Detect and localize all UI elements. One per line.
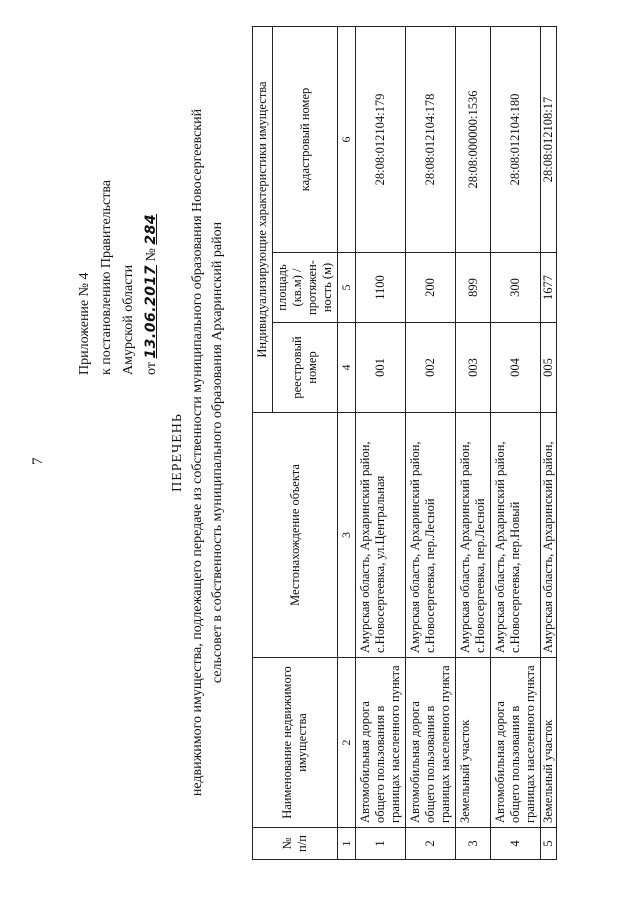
- date-prefix: от: [144, 362, 159, 375]
- row-registry: 005: [541, 323, 557, 413]
- row-num: 4: [491, 828, 541, 860]
- index-cell: 1: [338, 828, 356, 860]
- row-area: 899: [456, 253, 491, 323]
- table-row: [541, 27, 557, 860]
- row-cadastral: 28:08:012104:178: [406, 27, 456, 253]
- row-name: Автомобильная дорога общего пользования в границах населенного пункта: [491, 658, 541, 828]
- row-area: 1100: [356, 253, 406, 323]
- row-area: 200: [406, 253, 456, 323]
- index-cell: 3: [338, 413, 356, 658]
- index-cell: 4: [338, 323, 356, 413]
- appendix-line-3: Амурской области: [121, 264, 136, 375]
- handwritten-number: 284: [143, 213, 159, 245]
- appendix-line-1: Приложение № 4: [77, 272, 92, 375]
- header-location: Местонахождение объекта: [253, 413, 338, 658]
- row-registry: 002: [406, 323, 456, 413]
- header-characteristics: Индивидуализирующие характеристики имущества: [253, 27, 273, 413]
- row-num: 5: [541, 828, 557, 860]
- index-cell: 2: [338, 658, 356, 828]
- index-cell: 5: [338, 253, 356, 323]
- title-line-2: сельсовет в собственность муниципального образования Архаринский район: [210, 221, 225, 684]
- page-number: 7: [30, 457, 46, 465]
- header-name: Наименование недвижимого имущества: [253, 658, 338, 828]
- row-cadastral: 28:08:012104:180: [491, 27, 541, 253]
- handwritten-date: 13.06.2017: [143, 264, 159, 359]
- appendix-header: [74, 180, 163, 375]
- header-row: [253, 27, 273, 860]
- table-row: [456, 27, 491, 860]
- index-cell: 6: [338, 27, 356, 253]
- row-cadastral: 28:08:000000:1536: [456, 27, 491, 253]
- title-heading: ПЕРЕЧЕНЬ: [170, 413, 185, 492]
- header-registry: реестровый номер: [273, 323, 338, 413]
- row-area: 1677: [541, 253, 557, 323]
- header-num: № п/п: [253, 828, 338, 860]
- number-prefix: №: [144, 248, 159, 262]
- row-cadastral: 28:08:012108:17: [541, 27, 557, 253]
- appendix-date-line: [140, 180, 163, 375]
- table-row: [356, 27, 406, 860]
- row-name: Земельный участок: [541, 658, 557, 828]
- row-location: Амурская область, Архаринский район,: [541, 413, 557, 658]
- row-num: 3: [456, 828, 491, 860]
- row-area: 300: [491, 253, 541, 323]
- row-cadastral: 28:08:012104:179: [356, 27, 406, 253]
- appendix-line-2: к постановлению Правительства: [99, 179, 114, 375]
- row-name: Автомобильная дорога общего пользования в границах населенного пункта: [406, 658, 456, 828]
- row-name: Земельный участок: [456, 658, 491, 828]
- row-num: 1: [356, 828, 406, 860]
- column-index-row: [338, 27, 356, 860]
- property-table: [252, 26, 557, 860]
- table-row: [406, 27, 456, 860]
- row-location: Амурская область, Архаринский район, с.Новосергеевка, пер.Лесной: [406, 413, 456, 658]
- row-name: Автомобильная дорога общего пользования в границах населенного пункта: [356, 658, 406, 828]
- row-registry: 001: [356, 323, 406, 413]
- row-registry: 003: [456, 323, 491, 413]
- row-location: Амурская область, Архаринский район, с.Новосергеевка, пер.Лесной: [456, 413, 491, 658]
- row-registry: 004: [491, 323, 541, 413]
- table-row: [491, 27, 541, 860]
- row-location: Амурская область, Архаринский район, с.Новосергеевка, пер.Новый: [491, 413, 541, 658]
- row-num: 2: [406, 828, 456, 860]
- header-area: площадь (кв.м) / протяжен-ность (м): [273, 253, 338, 323]
- header-cadastral: кадастровый номер: [273, 27, 338, 253]
- row-location: Амурская область, Архаринский район, с.Новосергеевка, ул.Центральная: [356, 413, 406, 658]
- document-title: [168, 0, 228, 905]
- title-line-1: недвижимого имущества, подлежащего передаче из собственности муниципального образования Новосергеевский: [190, 108, 205, 797]
